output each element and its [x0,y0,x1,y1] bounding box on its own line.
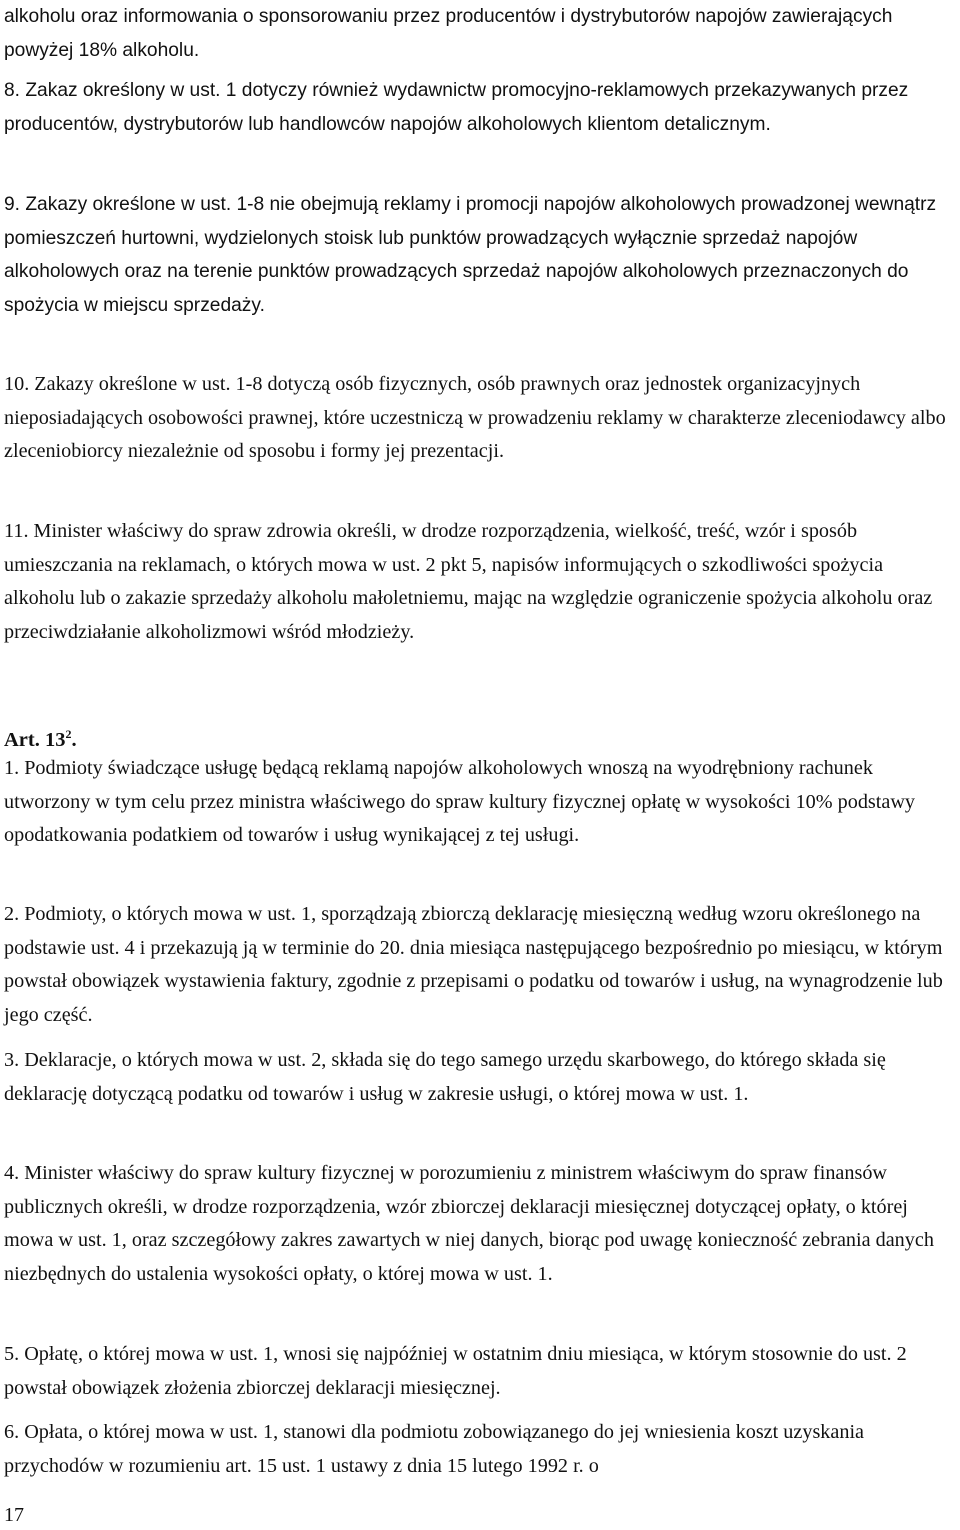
article-paragraph-6: 6. Opłata, o której mowa w ust. 1, stanowi dla podmiotu zobowiązanego do jej wniesienia koszt uzyskania przychodów w rozumieniu art. 15 ust. 1 ustawy z dnia 15 lutego 1992 r. o [4,1421,865,1477]
article-paragraph-5: 5. Opłatę, o której mowa w ust. 1, wnosi się najpóźniej w ostatnim dniu miesiąca, w którym stosownie do ust. 2 powstał obowiązek złożenia zbiorczej deklaracji miesięcznej. [4,1343,907,1399]
paragraph-11: 11. Minister właściwy do spraw zdrowia określi, w drodze rozporządzenia, wielkość, treść, wzór i sposób umieszczania na reklamach, o których mowa w ust. 2 pkt 5, napisów informujących o szkodliwości spożycia alkoholu lub o zakazie sprzedaży alkoholu małoletniemu, mając na względzie ograniczenie spożycia alkoholu oraz przeciwdziałanie alkoholizmowi wśród młodzieży. [4,520,933,643]
article-paragraph-2: 2. Podmioty, o których mowa w ust. 1, sporządzają zbiorczą deklarację miesięczną według wzoru określonego na podstawie ust. 4 i przekazują ją w terminie do 20. dnia miesiąca następującego bezpośrednio po miesiącu, w którym powstał obowiązek wystawienia faktury, zgodnie z przepisami o podatku od towarów i usług, na wynagrodzenie lub jego część. [4,903,943,1026]
article-paragraph-1: 1. Podmioty świadczące usługę będącą reklamą napojów alkoholowych wnoszą na wyodrębniony rachunek utworzony w tym celu przez ministra właściwego do spraw kultury fizycznej opłatę w wysokości 10% podstawy opodatkowania podatkiem od towarów i usług wynikającej z tej usługi. [4,757,916,846]
paragraph-continuation: alkoholu oraz informowania o sponsorowaniu przez producentów i dystrybutorów napojów zawierających powyżej 18% alkoholu. [4,6,893,61]
article-heading [4,718,77,757]
article-paragraph-3: 3. Deklaracje, o których mowa w ust. 2, składa się do tego samego urzędu skarbowego, do którego składa się deklarację dotyczącą podatku od towarów i usług w zakresie usługi, o której mowa w ust. 1. [4,1049,886,1105]
paragraph-10: 10. Zakazy określone w ust. 1-8 dotyczą osób fizycznych, osób prawnych oraz jednostek organizacyjnych nieposiadających osobowości prawnej, które uczestniczą w prowadzeniu reklamy w charakterze zleceniodawcy albo zleceniobiorcy niezależnie od sposobu i formy jej prezentacji. [4,373,946,462]
paragraph-8: 8. Zakaz określony w ust. 1 dotyczy również wydawnictw promocyjno-reklamowych przekazywanych przez producentów, dystrybutorów lub handlowców napojów alkoholowych klientom detalicznym. [4,80,909,135]
article-heading-superscript: 2 [65,727,72,741]
page-number: 17 [4,1504,24,1526]
article-paragraph-4: 4. Minister właściwy do spraw kultury fizycznej w porozumieniu z ministrem właściwym do spraw finansów publicznych określi, w drodze rozporządzenia, wzór zbiorczej deklaracji miesięcznej dotyczącej opłaty, o której mowa w ust. 1, oraz szczegółowy zakres zawartych w niej danych, biorąc pod uwagę konieczność zebrania danych niezbędnych do ustalenia wysokości opłaty, o której mowa w ust. 1. [4,1162,934,1285]
paragraph-9: 9. Zakazy określone w ust. 1-8 nie obejmują reklamy i promocji napojów alkoholowych prowadzonej wewnątrz pomieszczeń hurtowni, wydzielonych stoisk lub punktów prowadzących wyłącznie sprzedaż napojów alkoholowych oraz na terenie punktów prowadzących sprzedaż napojów alkoholowych przeznaczonych do spożycia w miejscu sprzedaży. [4,194,937,316]
article-heading-end: . [71,728,77,751]
article-heading-text: Art. 13 [4,728,66,751]
